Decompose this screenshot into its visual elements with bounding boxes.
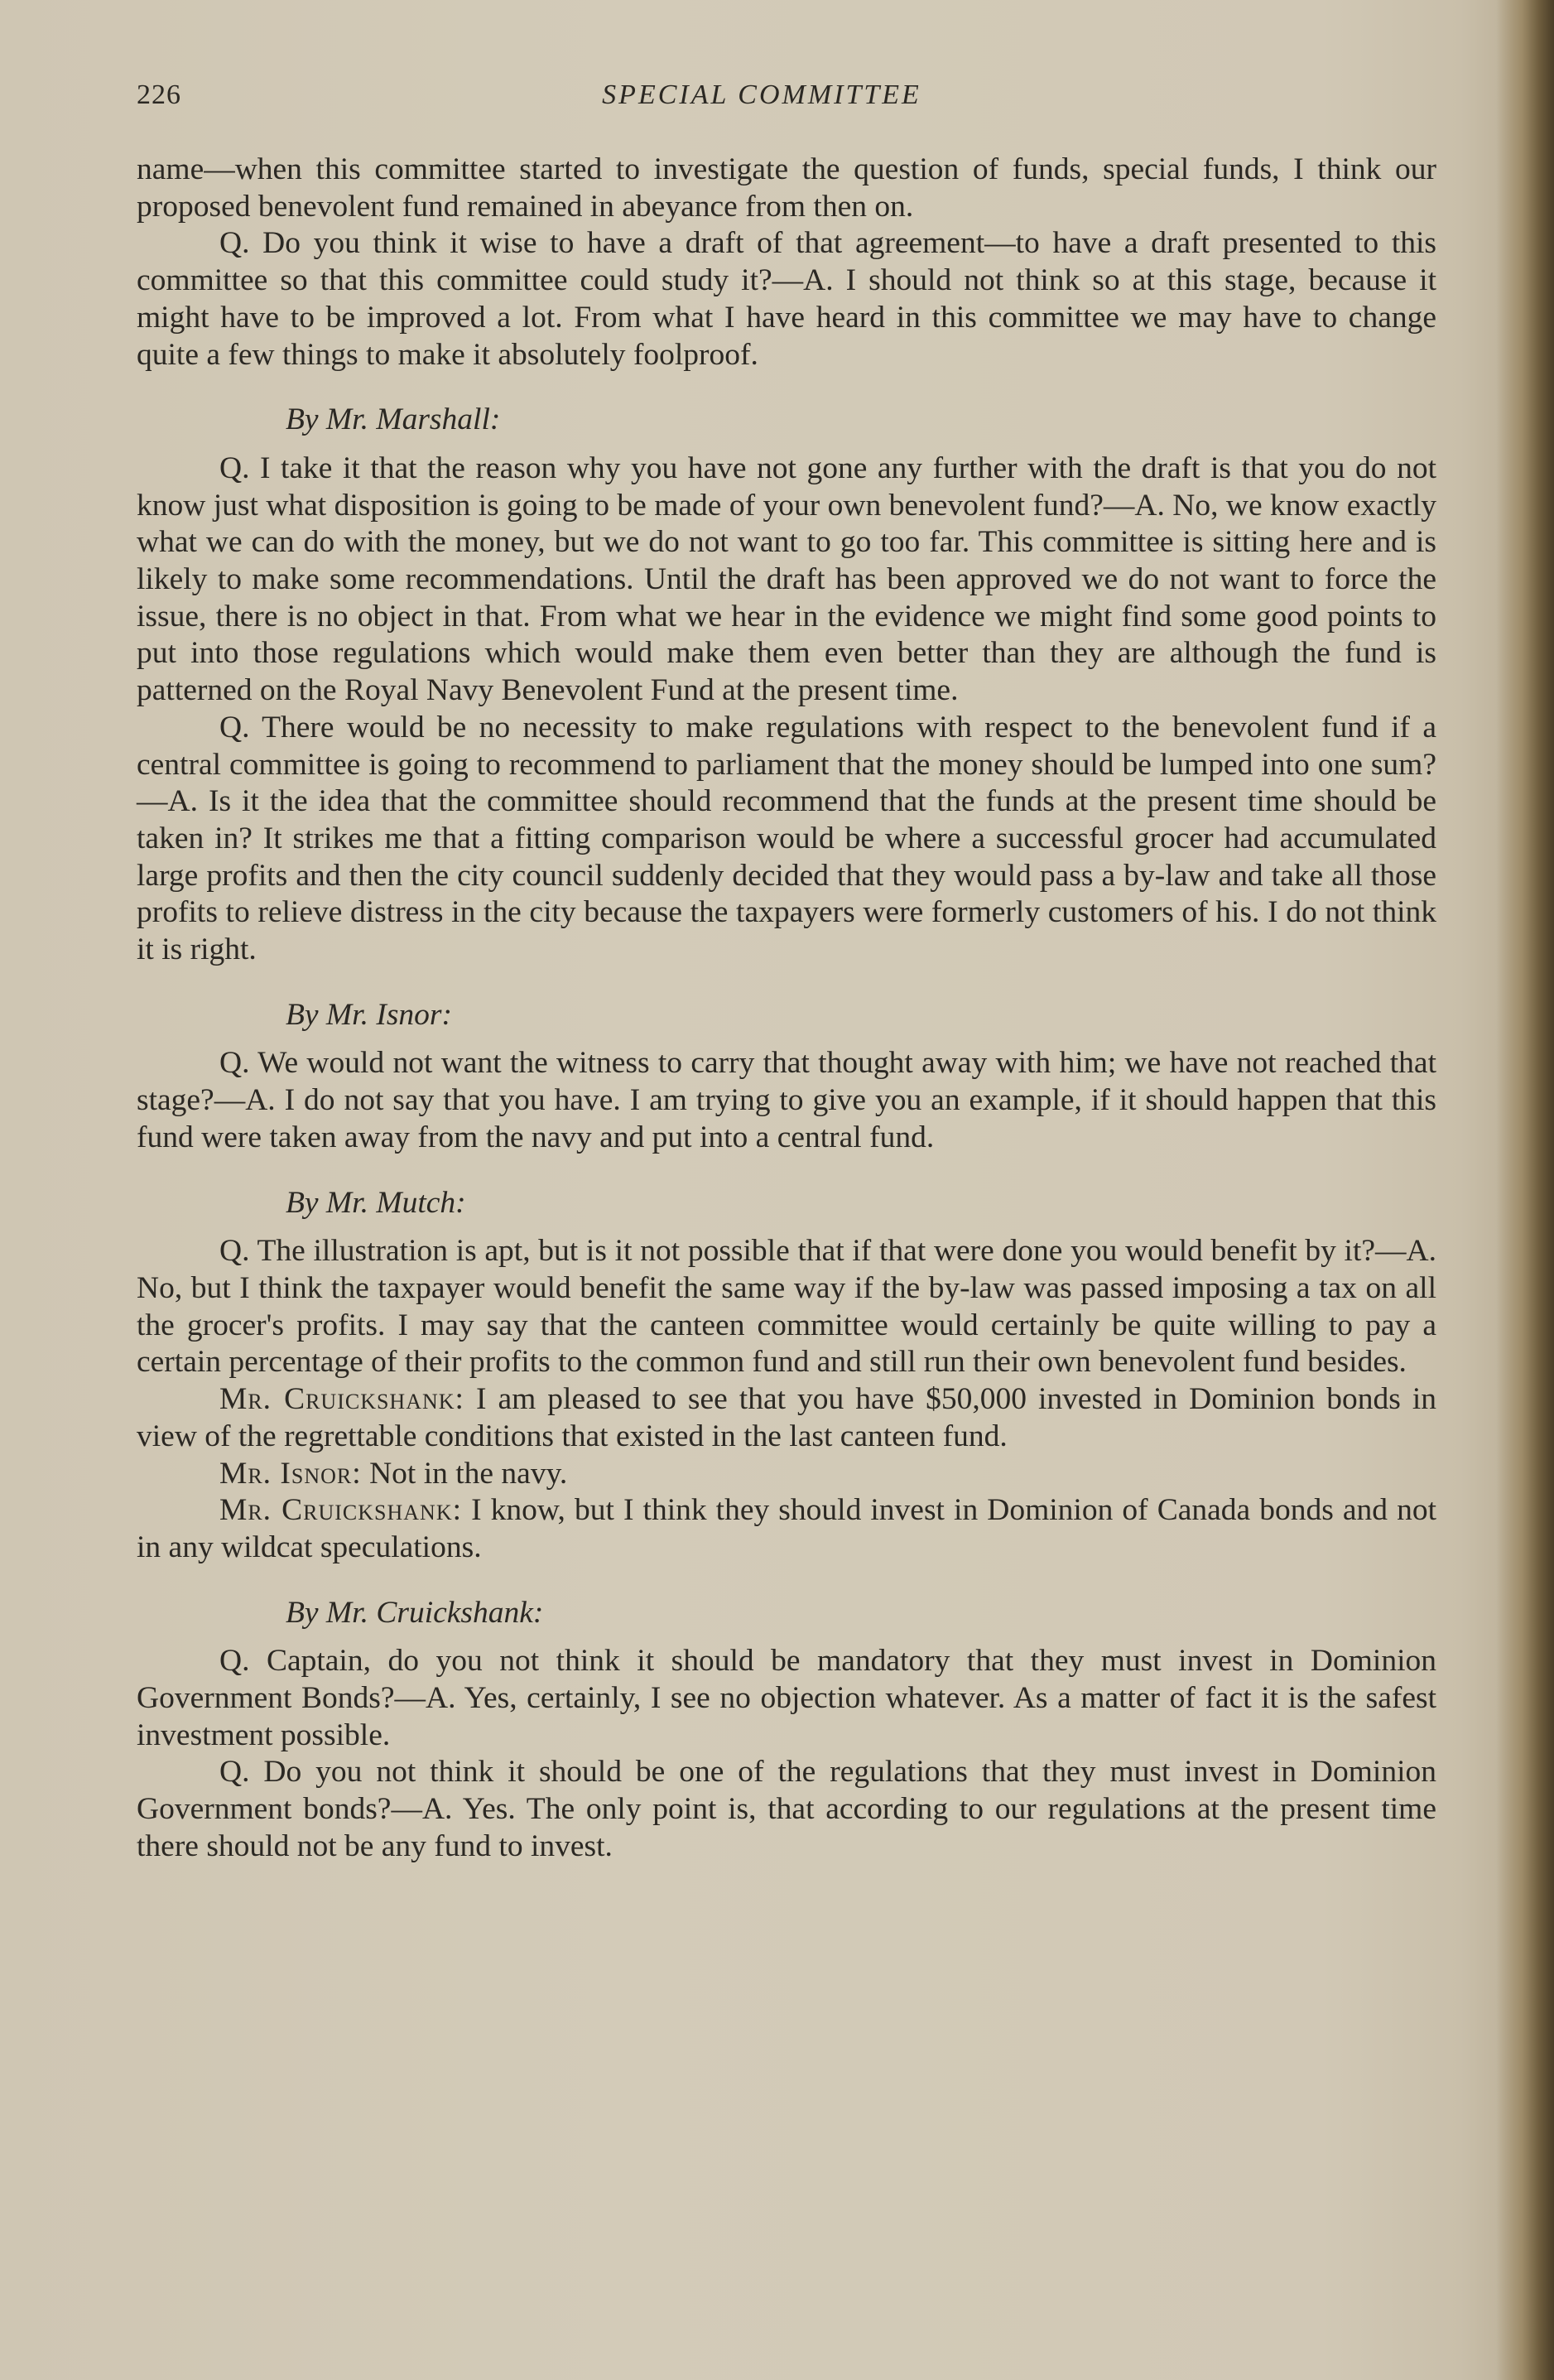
page-header [137, 79, 1436, 121]
running-head: SPECIAL COMMITTEE [602, 79, 921, 110]
statement-text: I am pleased to see that you have $50,000 invested in Dominion bonds in view of the regrettable conditions that existed in the last canteen fund. [137, 1382, 1437, 1453]
page-binding-edge [1496, 0, 1554, 2380]
question-paragraph: Q. I take it that the reason why you have not gone any further with the draft is that you do not know just what disposition is going to be made of your own benevolent fund?—A. No, we know exactly what we can do with the money, but we do not want to go too far. This committee is sitting here and is likely to make some recommendations. Until the draft has been approved we do not want to force the issue, there is no object in that. From what we hear in the evidence we might find some good points to put into those regulations which would make them even better than they are although the fund is patterned on the Royal Navy Benevolent Fund at the present time. [137, 450, 1436, 708]
speaker-heading-mutch: By Mr. Mutch: [286, 1185, 466, 1220]
question-paragraph: Q. We would not want the witness to carry that thought away with him; we have not reached that stage?—A. I do not say that you have. I am trying to give you an example, if it should happen that this fund were taken away from the navy and put into a central fund. [137, 1046, 1436, 1154]
question-paragraph: Q. Captain, do you not think it should be mandatory that they must invest in Dominion Government Bonds?—A. Yes, certainly, I see no objection whatever. As a matter of fact it is the safest investment possible. [137, 1644, 1436, 1752]
question-paragraph: Q. The illustration is apt, but is it not possible that if that were done you would benefit by it?—A. No, but I think the taxpayer would benefit the same way if the by-law was passed imposing a tax on all the grocer's profits. I may say that the canteen committee would certainly be quite willing to pay a certain percentage of their profits to the common fund and still run their own benevolent fund besides. [137, 1234, 1436, 1380]
statement-paragraph [137, 1456, 1436, 1493]
speaker-name: Mr. Cruickshank: [219, 1493, 463, 1528]
speaker-name: Mr. Cruickshank: [219, 1382, 464, 1417]
question-paragraph: Q. There would be no necessity to make regulations with respect to the benevolent fund if a central committee is going to recommend to parliament that the money should be lumped into one sum?—A. Is it the idea that the committee should recommend that the funds at the present time should be taken in? It strikes me that a fitting comparison would be where a successful grocer had accumulated large profits and then the city council suddenly decided that they would pass a by-law and take all those profits to relieve distress in the city because the taxpayers were formerly customers of his. I do not think it is right. [137, 710, 1436, 967]
page-number: 226 [137, 79, 181, 110]
statement-paragraph [137, 1381, 1436, 1455]
speaker-heading-isnor: By Mr. Isnor: [286, 997, 453, 1032]
question-paragraph: Q. Do you think it wise to have a draft of that agreement—to have a draft presented to this committee so that this committee could study it?—A. I should not think so at this stage, because it might have to be improved a lot. From what I have heard in this committee we may have to change quite a few things to make it absolutely foolproof. [137, 226, 1436, 372]
speaker-name: Mr. Isnor: [219, 1456, 362, 1491]
paragraph-continued: name—when this committee started to investigate the question of funds, special funds, I think our proposed benevolent fund remained in abeyance from then on. [137, 152, 1436, 224]
statement-paragraph [137, 1492, 1436, 1566]
statement-text: Not in the navy. [361, 1456, 568, 1491]
speaker-heading-marshall: By Mr. Marshall: [286, 402, 501, 437]
question-paragraph: Q. Do you not think it should be one of the regulations that they must invest in Dominion Government bonds?—A. Yes. The only point is, that according to our regulations at the present time there should not be any fund to invest. [137, 1755, 1436, 1863]
page-body [137, 152, 1436, 1866]
speaker-heading-cruickshank: By Mr. Cruickshank: [286, 1595, 544, 1630]
statement-text: I know, but I think they should invest in Dominion of Canada bonds and not in any wildcat speculations. [137, 1493, 1437, 1564]
